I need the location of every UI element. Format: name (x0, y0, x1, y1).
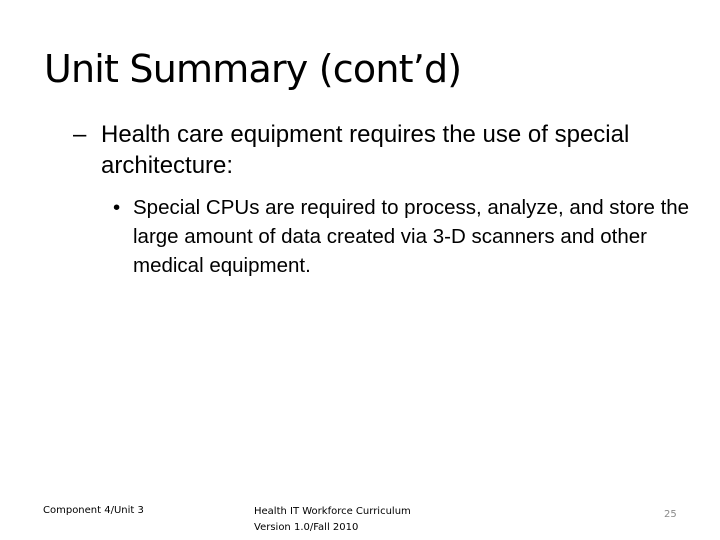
footer-curriculum-title: Health IT Workforce Curriculum (254, 506, 411, 517)
footer-version: Version 1.0/Fall 2010 (254, 522, 359, 533)
bullet-marker: • (113, 196, 121, 219)
page-number: 25 (664, 509, 677, 520)
slide-title: Unit Summary (cont’d) (44, 47, 462, 91)
footer-curriculum (254, 504, 411, 536)
footer-component: Component 4/Unit 3 (43, 505, 144, 516)
dash-marker: – (73, 121, 87, 148)
level2-bullet (113, 193, 703, 280)
level2-text: Special CPUs are required to process, analyze, and store the large amount of data created via 3-D scanners and other medical equipment. (133, 196, 690, 277)
level1-text: Health care equipment requires the use of special architecture: (101, 121, 630, 179)
level1-bullet (73, 119, 673, 181)
